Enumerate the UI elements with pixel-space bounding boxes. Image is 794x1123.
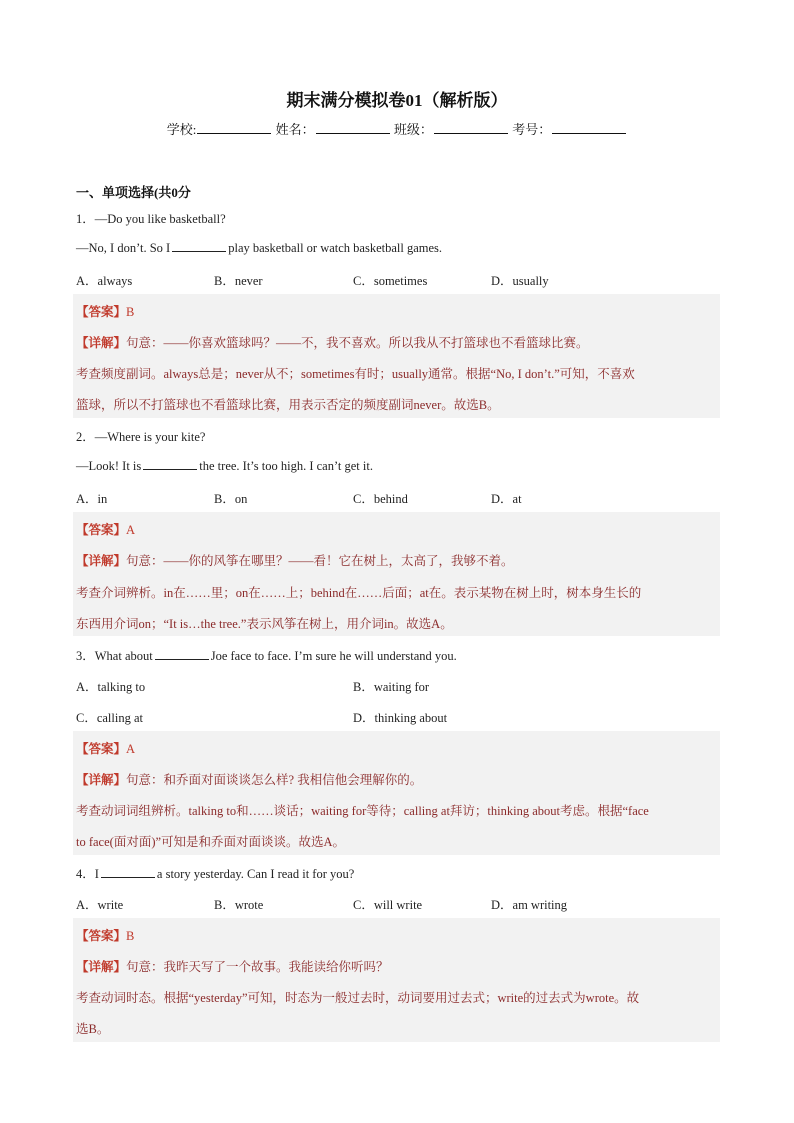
- question-4-explanation-2: 选B。: [76, 1022, 110, 1036]
- id-label: 考号：: [512, 122, 552, 137]
- answer-blank: [143, 458, 197, 470]
- name-blank: [316, 121, 390, 134]
- question-1-dialogue: —No, I don’t. So I play basketball or watch basketball games.: [76, 241, 443, 255]
- section-title: 一、单项选择(共0分: [76, 185, 191, 200]
- question-3-detail: 【详解】句意：和乔面对面谈谈怎么样? 我相信他会理解你的。: [76, 773, 423, 787]
- question-3-explanation-1: 考查动词词组辨析。talking to和……谈话；waiting for等待；calling at拜访；thinking about考虑。根据“face: [76, 804, 649, 818]
- question-2-dialogue: —Look! It is the tree. It’s too high. I can’t get it.: [76, 459, 373, 473]
- question-1-detail: 【详解】句意：——你喜欢篮球吗？——不，我不喜欢。所以我从不打篮球也不看篮球比赛。: [76, 336, 589, 350]
- question-2-stem: 2．—Where is your kite?: [76, 430, 206, 444]
- question-2-option-a: A．in: [76, 492, 108, 506]
- question-1-answer: 【答案】B: [76, 305, 135, 319]
- question-2-explanation-2: 东西用介词on；“It is…the tree.”表示风筝在树上，用介词in。故选A。: [76, 617, 453, 631]
- question-4-option-c: C．will write: [353, 898, 423, 912]
- question-4-explanation-1: 考查动词时态。根据“yesterday”可知，时态为一般过去时，动词要用过去式；write的过去式为wrote。故: [76, 991, 640, 1005]
- question-4-option-b: B．wrote: [214, 898, 264, 912]
- question-2-explanation-1: 考查介词辨析。in在……里；on在……上；behind在……后面；at在。表示某物在树上时，树本身生长的: [76, 586, 642, 600]
- class-label: 班级：: [393, 122, 433, 137]
- question-2-option-c: C．behind: [353, 492, 408, 506]
- question-4-stem: 4．I a story yesterday. Can I read it for you?: [76, 867, 355, 881]
- student-info-line: [0, 119, 794, 138]
- question-3-answer: 【答案】A: [76, 742, 136, 756]
- page-title: 期末满分模拟卷01（解析版）: [286, 91, 508, 110]
- question-1-option-d: D．usually: [491, 274, 549, 288]
- question-2-option-d: D．at: [491, 492, 522, 506]
- question-2-answer: 【答案】A: [76, 523, 136, 537]
- question-1-stem: 1．—Do you like basketball?: [76, 212, 226, 226]
- school-blank: [197, 121, 271, 134]
- question-3-stem: 3．What about Joe face to face. I’m sure he will understand you.: [76, 649, 457, 663]
- question-1-option-b: B．never: [214, 274, 263, 288]
- question-3-option-c: C．calling at: [76, 711, 143, 725]
- question-4-option-d: D．am writing: [491, 898, 568, 912]
- question-1-option-a: A．always: [76, 274, 133, 288]
- question-1-explanation-2: 篮球，所以不打篮球也不看篮球比赛，用表示否定的频度副词never。故选B。: [76, 398, 500, 412]
- question-4-option-a: A．write: [76, 898, 124, 912]
- question-3-option-a: A．talking to: [76, 680, 146, 694]
- question-3-option-b: B．waiting for: [353, 680, 430, 694]
- answer-blank: [155, 648, 209, 660]
- question-3-option-d: D．thinking about: [353, 711, 448, 725]
- class-blank: [434, 121, 508, 134]
- id-blank: [552, 121, 626, 134]
- question-4-detail: 【详解】句意：我昨天写了一个故事。我能读给你听吗？: [76, 960, 389, 974]
- question-2-detail: 【详解】句意：——你的风筝在哪里？——看！它在树上，太高了，我够不着。: [76, 554, 514, 568]
- question-1-option-c: C．sometimes: [353, 274, 428, 288]
- answer-blank: [172, 240, 226, 252]
- answer-blank: [101, 866, 155, 878]
- question-4-answer: 【答案】B: [76, 929, 135, 943]
- name-label: 姓名：: [275, 122, 315, 137]
- question-3-explanation-2: to face(面对面)”可知是和乔面对面谈谈。故选A。: [76, 835, 346, 849]
- question-2-option-b: B．on: [214, 492, 248, 506]
- school-label: 学校:: [166, 122, 197, 137]
- question-1-explanation-1: 考查频度副词。always总是；never从不；sometimes有时；usually通常。根据“No, I don’t.”可知，不喜欢: [76, 367, 635, 381]
- answer-block-4: [73, 918, 720, 1042]
